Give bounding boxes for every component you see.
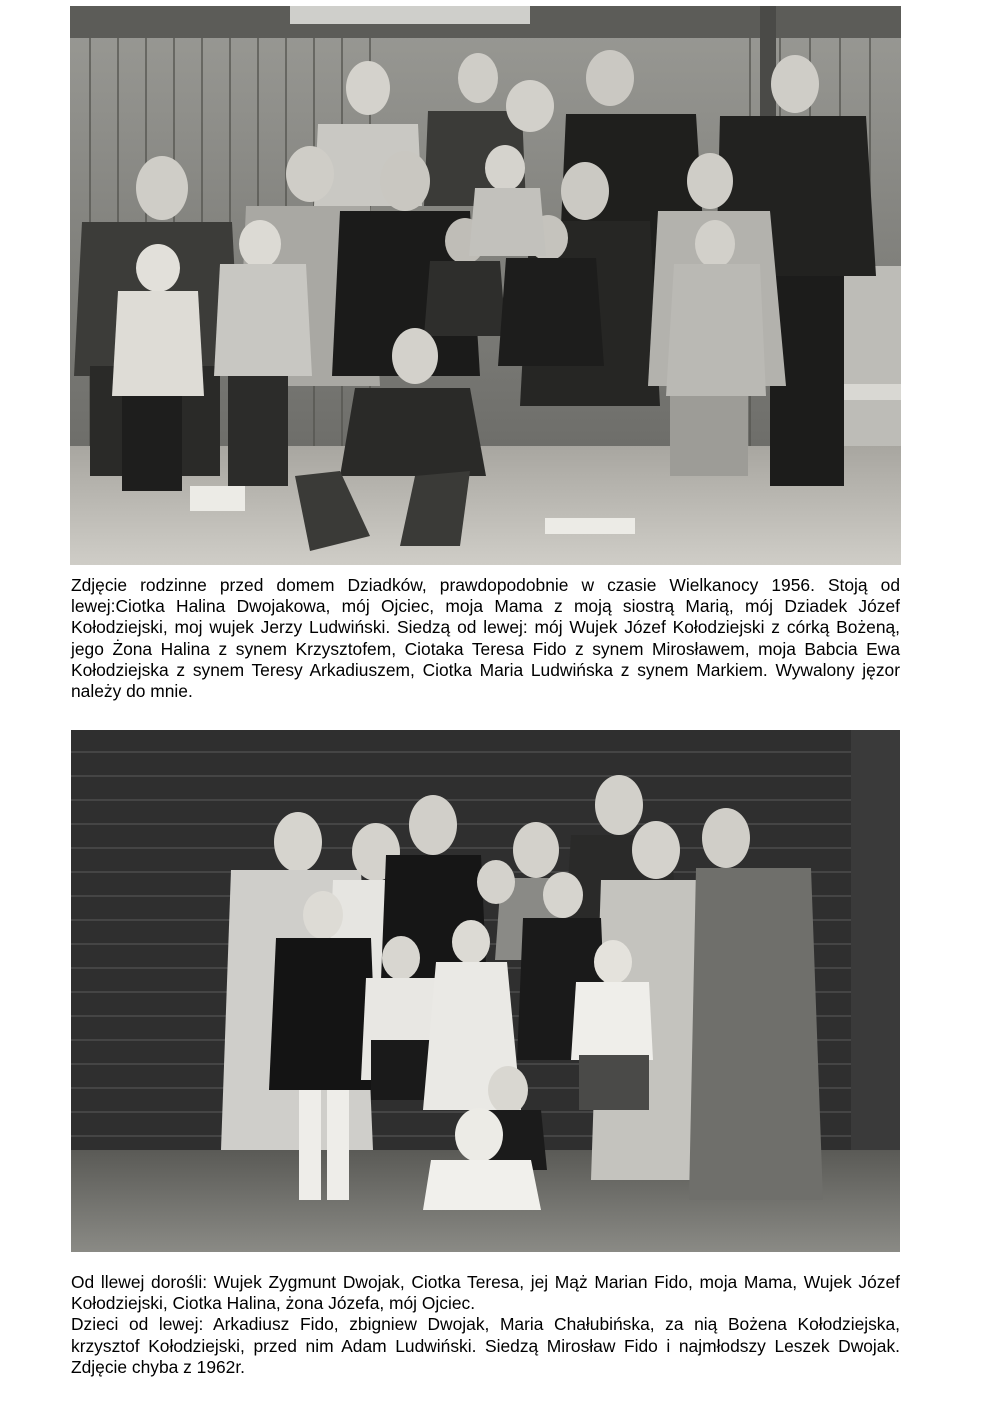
window — [290, 6, 530, 24]
family-photo-1956-image — [70, 6, 901, 565]
paper-left — [190, 486, 245, 511]
photo-1-caption — [71, 575, 900, 702]
wall-post — [851, 730, 900, 1170]
photo-2-caption-children: Dzieci od lewej: Arkadiusz Fido, zbigniew Dwojak, Maria Chałubińska, za nią Bożena Kołodziejska, krzysztof Kołodziejski, przed nim Adam Ludwiński. Siedzą Mirosław Fido i najmłodszy Leszek Dwojak. Zdjęcie chyba z 1962r. — [71, 1314, 900, 1377]
photo-2-caption-adults: Od llewej dorośli: Wujek Zygmunt Dwojak, Ciotka Teresa, jej Mąż Marian Fido, moja Mama, Wujek Józef Kołodziejski, Ciotka Halina, żona Józefa, mój Ojciec. — [71, 1272, 900, 1314]
photo-2-caption — [71, 1272, 900, 1378]
photo-1-caption-text: Zdjęcie rodzinne przed domem Dziadków, prawdopodobnie w czasie Wielkanocy 1956. Stoją od lewej:Ciotka Halina Dwojakowa, mój Ojciec, moja Mama z moją siostrą Marią, mój Dziadek Józef Kołodziejski, moj wujek Jerzy Ludwiński. Siedzą od lewej: mój Wujek Józef Kołodziejski z córką Bożeną, jego Żona Halina z synem Krzysztofem, Ciotaka Teresa Fido z synem Mirosławem, moja Babcia Ewa Kołodziejska z synem Teresy Arkadiuszem, Ciotka Maria Ludwińska z synem Markiem. Wywalony jęzor należy do mnie. — [71, 575, 900, 702]
paper-right — [545, 518, 635, 534]
family-photo-1956 — [70, 6, 901, 565]
family-photo-1962-image — [71, 730, 900, 1252]
family-photo-1962 — [71, 730, 900, 1252]
